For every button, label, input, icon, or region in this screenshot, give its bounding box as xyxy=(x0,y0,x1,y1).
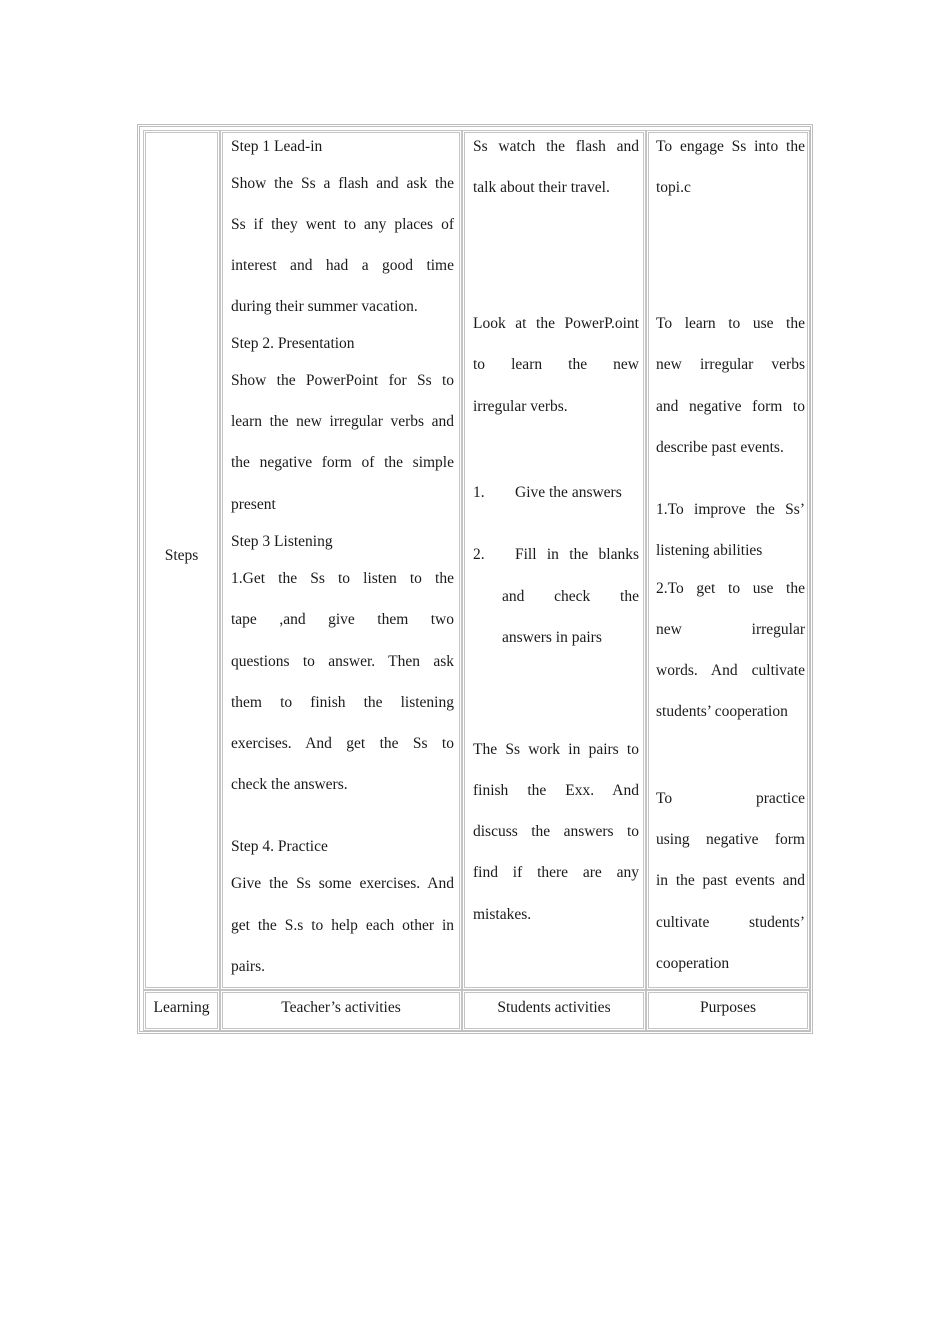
purposes-block5-line: cultivate students’ xyxy=(656,914,805,931)
students-block2-line: Look at the PowerP.oint xyxy=(473,315,639,332)
purposes-block3-line: 1.To improve the Ss’ xyxy=(656,501,805,518)
purposes-block2-line: and negative form to xyxy=(656,398,805,415)
teacher-step3-line: exercises. And get the Ss to xyxy=(231,735,454,752)
teacher-step3-line: check the answers. xyxy=(231,776,348,793)
students-block1-line: talk about their travel. xyxy=(473,179,610,196)
students-item2-line: Fill in the blanks xyxy=(515,546,639,563)
students-activities-cell xyxy=(462,130,646,990)
teacher-step1-line: Show the Ss a flash and ask the xyxy=(231,175,454,192)
students-block2-line: irregular verbs. xyxy=(473,398,568,415)
purposes-cell xyxy=(646,130,810,990)
students-block2-line: to learn the new xyxy=(473,356,639,373)
purposes-block4-line: new irregular xyxy=(656,621,805,638)
teacher-activities-cell xyxy=(220,130,462,990)
footer-cell-teacher xyxy=(220,990,462,1031)
footer-cell-learning xyxy=(143,990,220,1031)
purposes-block2-line: new irregular verbs xyxy=(656,356,805,373)
teacher-step3-line: 1.Get the Ss to listen to the xyxy=(231,570,454,587)
purposes-block4-line: 2.To get to use the xyxy=(656,580,805,597)
students-item1-text: Give the answers xyxy=(515,484,622,501)
steps-label: Steps xyxy=(164,547,199,564)
teacher-step4-line: Give the Ss some exercises. And xyxy=(231,875,454,892)
teacher-step3-line: questions to answer. Then ask xyxy=(231,653,454,670)
footer-learning-label: Learning xyxy=(153,999,210,1016)
students-item2-line: and check the xyxy=(502,588,639,605)
purposes-block3-line: listening abilities xyxy=(656,542,763,559)
students-block1-line: Ss watch the flash and xyxy=(473,138,639,155)
step4-title: Step 4. Practice xyxy=(231,838,328,855)
purposes-block1-line: topi.c xyxy=(656,179,691,196)
footer-purposes-label: Purposes xyxy=(700,999,756,1016)
purposes-block5-line: using negative form xyxy=(656,831,805,848)
purposes-block4-line: words. And cultivate xyxy=(656,662,805,679)
students-block3-line: mistakes. xyxy=(473,906,532,923)
teacher-step4-line: get the S.s to help each other in xyxy=(231,917,454,934)
teacher-step3-line: them to finish the listening xyxy=(231,694,454,711)
teacher-step2-line: present xyxy=(231,496,276,513)
teacher-step4-line: pairs. xyxy=(231,958,266,975)
students-item1-number: 1. xyxy=(473,484,485,501)
step1-title: Step 1 Lead-in xyxy=(231,138,323,155)
students-block3-line: The Ss work in pairs to xyxy=(473,741,639,758)
teacher-step1-line: Ss if they went to any places of xyxy=(231,216,454,233)
purposes-block5-line: cooperation xyxy=(656,955,730,972)
teacher-step2-line: the negative form of the simple xyxy=(231,454,454,471)
students-item2-line: answers in pairs xyxy=(502,629,602,646)
teacher-step2-line: Show the PowerPoint for Ss to xyxy=(231,372,454,389)
students-block3-line: discuss the answers to xyxy=(473,823,639,840)
steps-label-cell xyxy=(143,130,220,990)
teacher-step3-line: tape ,and give them two xyxy=(231,611,454,628)
students-item2-number: 2. xyxy=(473,546,485,563)
footer-teacher-label: Teacher’s activities xyxy=(281,999,401,1016)
purposes-block5-line: in the past events and xyxy=(656,872,805,889)
step3-title: Step 3 Listening xyxy=(231,533,333,550)
footer-students-label: Students activities xyxy=(497,999,611,1016)
students-block3-line: finish the Exx. And xyxy=(473,782,639,799)
footer-cell-students xyxy=(462,990,646,1031)
footer-cell-purposes xyxy=(646,990,810,1031)
purposes-block2-line: describe past events. xyxy=(656,439,784,456)
purposes-block1-line: To engage Ss into the xyxy=(656,138,805,155)
step2-title: Step 2. Presentation xyxy=(231,335,355,352)
lesson-plan-table xyxy=(137,124,813,1034)
purposes-block5-line: To practice xyxy=(656,790,805,807)
purposes-block2-line: To learn to use the xyxy=(656,315,805,332)
students-block3-line: find if there are any xyxy=(473,864,639,881)
teacher-step2-line: learn the new irregular verbs and xyxy=(231,413,454,430)
purposes-block4-line: students’ cooperation xyxy=(656,703,788,720)
teacher-step1-line: interest and had a good time xyxy=(231,257,454,274)
teacher-step1-line: during their summer vacation. xyxy=(231,298,418,315)
